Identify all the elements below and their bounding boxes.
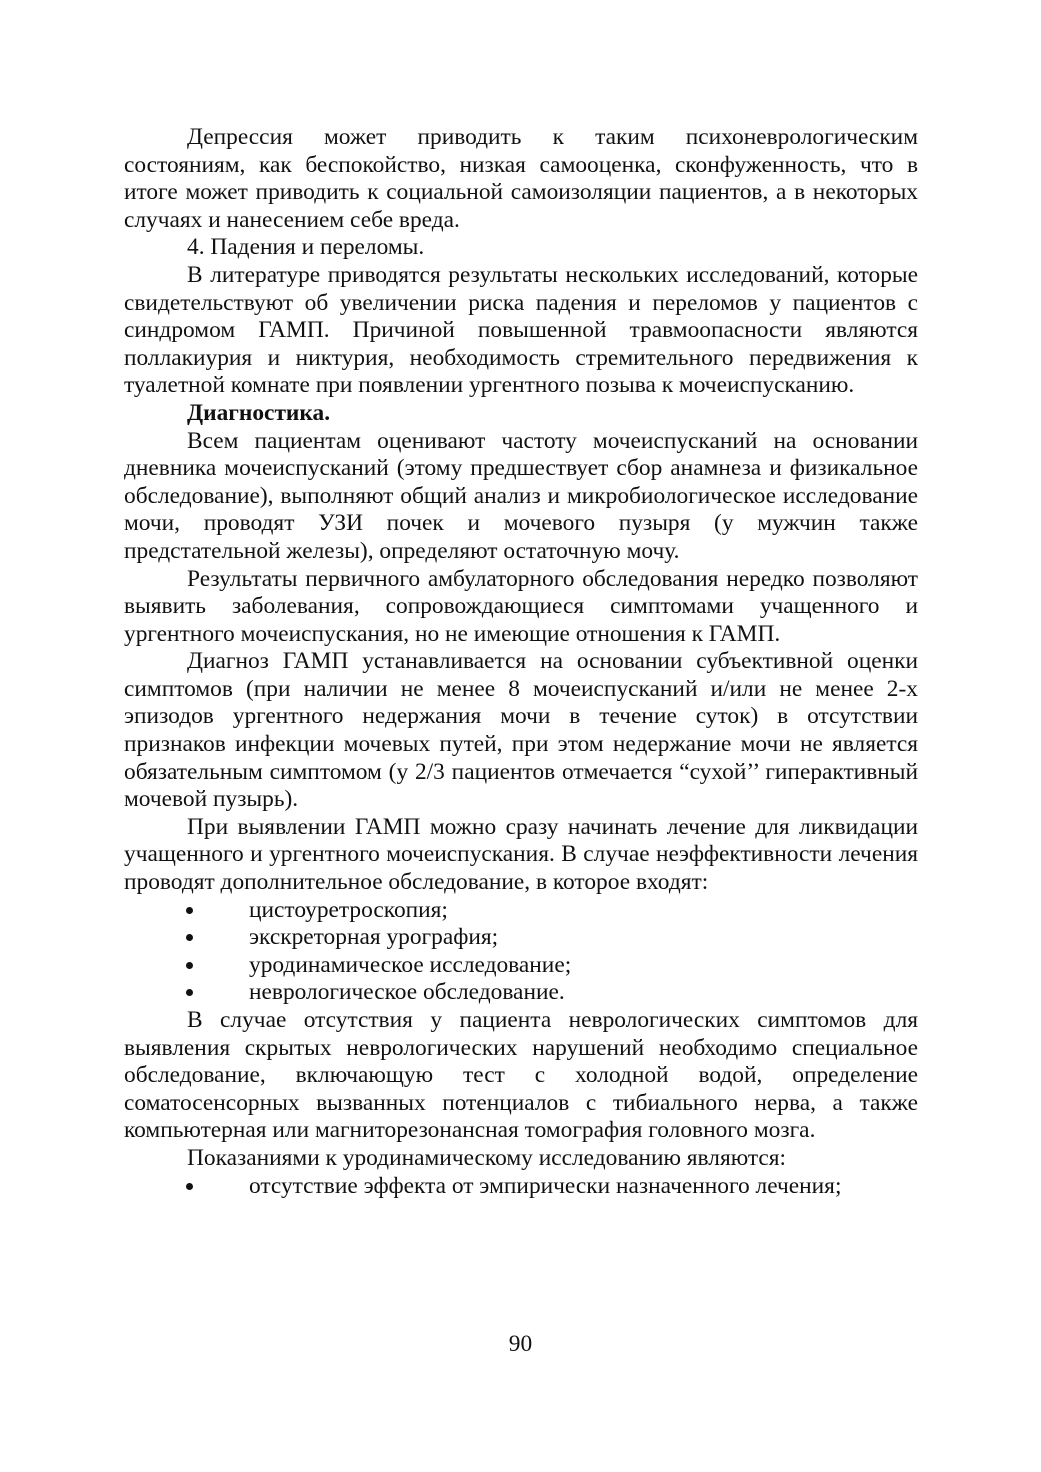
bullet-icon bbox=[186, 1183, 193, 1190]
list-item-text: неврологическое обследование. bbox=[249, 979, 565, 1006]
section-title-falls: 4. Падения и переломы. bbox=[187, 234, 425, 261]
paragraph: Показаниями к уродинамическому исследованию являются: bbox=[187, 1144, 787, 1171]
paragraph: Результаты первичного амбулаторного обследования нередко позволяют выявить заболевания, сопровождающиеся симптомами учащенного и ургентного мочеиспускания, но не имеющие отношения к ГАМП. bbox=[124, 565, 918, 647]
paragraph: В литературе приводятся результаты нескольких исследований, которые свидетельствуют об увеличении риска падения и переломов у пациентов с синдромом ГАМП. Причиной повышенной травмоопасности являются поллакиурия и никтурия, необходимость стремительного передвижения к туалетной комнате при появлении ургентного позыва к мочеиспусканию. bbox=[124, 261, 918, 399]
list-item-text: экскреторная урография; bbox=[249, 924, 499, 951]
paragraph: При выявлении ГАМП можно сразу начинать лечение для ликвидации учащенного и ургентного мочеиспускания. В случае неэффективности лечения проводят дополнительное обследование, в которое входят: bbox=[124, 813, 918, 896]
bullet-icon bbox=[186, 962, 193, 969]
list-item-text: отсутствие эффекта от эмпирически назначенного лечения; bbox=[249, 1172, 842, 1199]
paragraph: Диагноз ГАМП устанавливается на основании субъективной оценки симптомов (при наличии не менее 8 мочеиспусканий и/или не менее 2-х эпизодов ургентного недержания мочи в течение суток) в отсутствии признаков инфекции мочевых путей, при этом недержание мочи не является обязательным симптомом (у 2/3 пациентов отмечается “сухой’’ гиперактивный мочевой пузырь). bbox=[124, 648, 918, 813]
paragraph: В случае отсутствия у пациента неврологических симптомов для выявления скрытых неврологических нарушений необходимо специальное обследование, включающую тест с холодной водой, определение соматосенсорных вызванных потенциалов с тибиального нерва, а также компьютерная или магниторезонансная томография головного мозга. bbox=[124, 1007, 918, 1144]
bullet-list-indications bbox=[124, 1173, 918, 1201]
list-item bbox=[124, 979, 918, 1007]
bullet-icon bbox=[186, 934, 193, 941]
bullet-icon bbox=[186, 989, 193, 996]
bullet-icon bbox=[186, 907, 193, 914]
page-body bbox=[124, 124, 918, 1200]
list-item-text: уродинамическое исследование; bbox=[249, 951, 572, 978]
bullet-list-examinations bbox=[124, 897, 918, 1007]
section-heading: Диагностика. bbox=[187, 399, 331, 426]
list-item bbox=[124, 952, 918, 980]
paragraph: Депрессия может приводить к таким психоневрологическим состояниям, как беспокойство, низкая самооценка, сконфуженность, что в итоге может приводить к социальной самоизоляции пациентов, а в некоторых случаях и нанесением себе вреда. bbox=[124, 124, 918, 233]
list-item bbox=[124, 1173, 918, 1201]
page-number: 90 bbox=[508, 1331, 533, 1357]
paragraph: Всем пациентам оценивают частоту мочеиспусканий на основании дневника мочеиспусканий (этому предшествует сбор анамнеза и физикальное обследование), выполняют общий анализ и микробиологическое исследование мочи, проводят УЗИ почек и мочевого пузыря (у мужчин также предстательной железы), определяют остаточную мочу. bbox=[124, 427, 918, 564]
list-item bbox=[124, 924, 918, 952]
list-item-text: цистоуретроскопия; bbox=[249, 896, 448, 923]
list-item bbox=[124, 897, 918, 925]
